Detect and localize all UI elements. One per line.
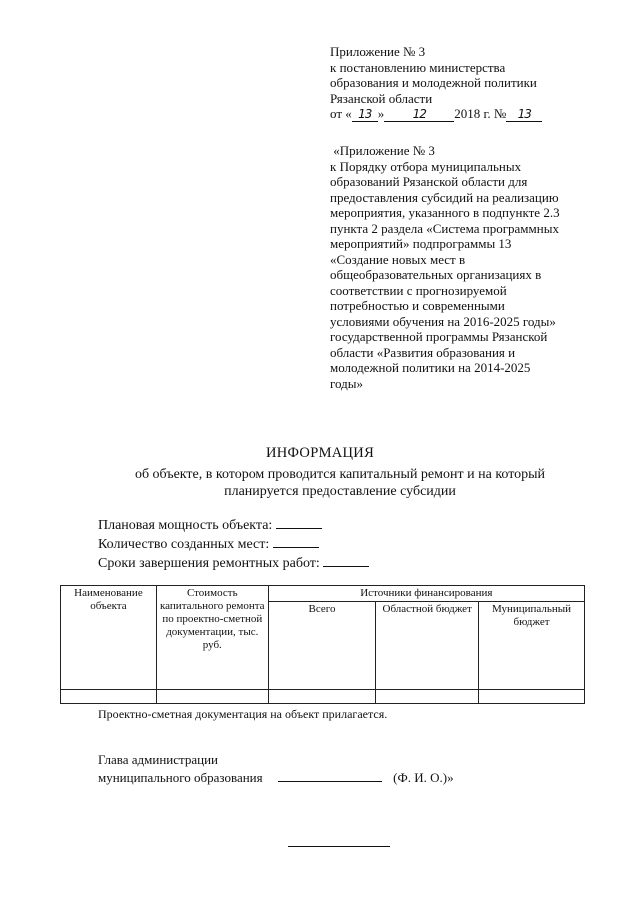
subtitle-line: об объекте, в котором проводится капитальный ремонт и на который bbox=[134, 467, 546, 482]
document-subtitle bbox=[100, 466, 580, 500]
deadline-field bbox=[98, 554, 369, 572]
deadline-blank[interactable] bbox=[323, 554, 369, 567]
order-line: образований Рязанской области для bbox=[330, 174, 528, 189]
table-cell[interactable] bbox=[61, 690, 157, 704]
document-number: 13 bbox=[506, 108, 542, 122]
header-municipal-budget: Муниципальный бюджет bbox=[479, 602, 585, 690]
date-month: 12 bbox=[384, 108, 454, 122]
appendix-line: Рязанской области bbox=[330, 90, 433, 106]
capacity-blank[interactable] bbox=[276, 516, 322, 529]
order-line: общеобразовательных организациях в bbox=[330, 267, 542, 282]
capacity-field bbox=[98, 516, 322, 534]
date-mid: » bbox=[377, 106, 385, 121]
order-line: молодежной политики на 2014-2025 bbox=[330, 360, 531, 375]
appendix-line: к постановлению министерства bbox=[330, 59, 506, 75]
subtitle-line: планируется предоставление субсидии bbox=[224, 484, 456, 499]
appendix-header bbox=[330, 44, 610, 122]
order-line: предоставления субсидий на реализацию bbox=[330, 189, 559, 205]
order-line: «Приложение № 3 bbox=[330, 143, 435, 158]
table-row bbox=[61, 690, 585, 704]
order-line: потребностью и современными bbox=[330, 298, 505, 313]
order-line: государственной программы Рязанской bbox=[330, 329, 548, 344]
signature-line bbox=[98, 769, 454, 786]
header-regional-budget: Областной бюджет bbox=[376, 602, 479, 690]
table-cell[interactable] bbox=[376, 690, 479, 704]
order-line: к Порядку отбора муниципальных bbox=[330, 158, 522, 174]
table-cell[interactable] bbox=[268, 690, 376, 704]
capacity-label: Плановая мощность объекта: bbox=[98, 518, 273, 533]
table-cell[interactable] bbox=[156, 690, 268, 704]
signature-fio: (Ф. И. О.)» bbox=[393, 770, 454, 785]
signature-blank[interactable] bbox=[278, 769, 382, 782]
attachment-note: Проектно-сметная документация на объект прилагается. bbox=[98, 707, 388, 721]
places-label: Количество созданных мест: bbox=[98, 537, 270, 552]
places-blank[interactable] bbox=[273, 535, 319, 548]
order-line: пункта 2 раздела «Система программных bbox=[330, 220, 559, 236]
header-repair-cost: Стоимость капитального ремонта по проектно-сметной документации, тыс. руб. bbox=[156, 586, 268, 690]
order-line: мероприятия, указанного в подпункте 2.3 bbox=[330, 205, 560, 220]
date-prefix: от « bbox=[330, 106, 352, 121]
appendix-date-line bbox=[330, 106, 610, 122]
order-line: области «Развития образования и bbox=[330, 344, 516, 360]
closing-rule bbox=[288, 846, 390, 847]
header-object-name: Наименование объекта bbox=[61, 586, 157, 690]
date-year: 2018 г. № bbox=[454, 106, 507, 121]
appendix-order-header bbox=[330, 143, 610, 391]
signature-org: муниципального образования bbox=[98, 770, 263, 785]
order-line: условиями обучения на 2016-2025 годы» bbox=[330, 313, 556, 329]
header-financing-sources: Источники финансирования bbox=[268, 586, 584, 602]
table-cell[interactable] bbox=[479, 690, 585, 704]
appendix-line: образования и молодежной политики bbox=[330, 75, 537, 90]
document-title: ИНФОРМАЦИЯ bbox=[265, 445, 375, 461]
date-day: 13 bbox=[352, 108, 378, 122]
order-line: годы» bbox=[330, 375, 363, 391]
places-field bbox=[98, 535, 319, 553]
header-total: Всего bbox=[268, 602, 376, 690]
financing-table bbox=[60, 585, 585, 704]
order-line: «Создание новых мест в bbox=[330, 251, 466, 267]
order-line: мероприятий» подпрограммы 13 bbox=[330, 236, 512, 251]
signature-position: Глава администрации bbox=[98, 752, 219, 767]
deadline-label: Сроки завершения ремонтных работ: bbox=[98, 556, 320, 571]
appendix-title: Приложение № 3 bbox=[330, 44, 426, 59]
order-line: соответствии с прогнозируемой bbox=[330, 282, 507, 298]
